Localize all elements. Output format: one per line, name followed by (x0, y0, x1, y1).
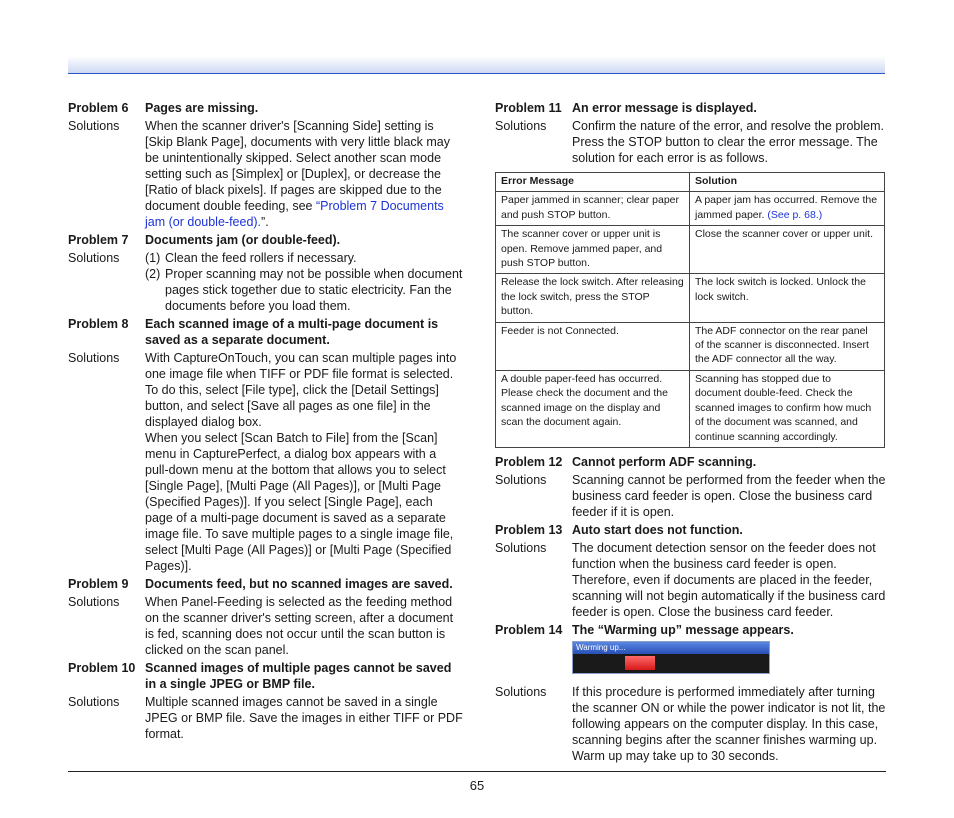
list-item: (2) Proper scanning may not be possible when document pages stick together due to static electricity. Fan the documents before you load them. (145, 267, 463, 313)
solution-cell: The ADF connector on the rear panel of the scanner is disconnected. Insert the ADF connector all the way. (690, 322, 885, 370)
problem-title: Auto start does not function. (572, 522, 743, 537)
list-item: (1) Clean the feed rollers if necessary. (145, 251, 357, 265)
problem-11-solution (495, 118, 887, 166)
problem-10-heading (68, 660, 463, 692)
problem-7-solution (68, 250, 463, 314)
problem-label: Problem 13 (495, 522, 563, 537)
solution-text: When you select [Scan Batch to File] from the [Scan] menu in CapturePerfect, a dialog box appears with a pull-down menu at the bottom that allows you to select [Single Page], [Multi Page (All Pages)], or [Multi Page (Specified Pages)]. If you select [Single Page], each page of a multi-page document is saved as a separate image file. To save multiple pages to a single image file, select [Multi Page (All Pages)] or [Multi Page (Specified Pages)]. (145, 431, 454, 573)
problem-title: Documents feed, but no scanned images are saved. (145, 577, 453, 591)
solution-text: The document detection sensor on the feeder does not function when the business card feeder is open. (572, 540, 876, 571)
error-table (495, 172, 885, 448)
warming-up-progress-bar (625, 656, 655, 670)
problem-title: Documents jam (or double-feed). (145, 233, 341, 247)
table-row (496, 226, 885, 274)
problem-title: The “Warming up” message appears. (572, 622, 794, 637)
warming-up-dialog-title: Warming up... (573, 642, 769, 654)
error-message-cell: A double paper-feed has occurred. Please check the document and the scanned image on the display and scan the document again. (496, 370, 690, 447)
right-column (495, 100, 887, 766)
solution-text: If this procedure is performed immediately after turning the scanner ON or while the power indicator is not lit, the following appears on the computer display. In this case, scanning begins after the scanner finishes warming up. Warm up may take up to 30 seconds. (572, 684, 886, 763)
problem-title: An error message is displayed. (572, 101, 757, 115)
table-row (496, 370, 885, 447)
problem-12-heading (495, 454, 887, 470)
table-row (496, 192, 885, 226)
problem-label: Problem 9 (68, 577, 129, 591)
problem-14-solution (495, 684, 887, 764)
error-message-cell: Paper jammed in scanner; clear paper and push STOP button. (496, 192, 690, 226)
table-header-row (496, 173, 885, 192)
error-message-cell: The scanner cover or upper unit is open. Remove jammed paper, and push STOP button. (496, 226, 690, 274)
table-row (496, 322, 885, 370)
header-bar (68, 56, 885, 74)
problem-title: Each scanned image of a multi-page document is saved as a separate document. (145, 317, 439, 347)
solution-cell: Close the scanner cover or upper unit. (690, 226, 885, 274)
solution-label: Solutions (495, 472, 547, 487)
problem-9-solution (68, 594, 463, 658)
warming-up-dialog (572, 641, 770, 674)
solution-text: Therefore, even if documents are placed in the feeder, scanning will not begin automatically if the business card feeder is open. Close the business card feeder. (572, 572, 886, 619)
footer-rule (68, 771, 886, 772)
column-header-solution: Solution (690, 173, 885, 192)
problem-12-solution (495, 472, 887, 520)
problem-label: Problem 11 (495, 101, 562, 115)
solution-text: Multiple scanned images cannot be saved in a single JPEG or BMP file. Save the images in either TIFF or PDF format. (145, 695, 463, 741)
problem-6-heading (68, 100, 463, 116)
solution-text: With CaptureOnTouch, you can scan multiple pages into one image file when TIFF or PDF file format is selected. To do this, select [File type], click the [Detail Settings] button, and select [Save all pages as one file] in the displayed dialog box. (145, 351, 457, 429)
problem-7-link[interactable]: “Problem 7 Documents jam (or double-feed). (145, 199, 444, 229)
problem-7-heading (68, 232, 463, 248)
problem-label: Problem 14 (495, 622, 563, 637)
solution-label: Solutions (68, 695, 120, 709)
solution-list (145, 250, 463, 314)
problem-13-heading (495, 522, 887, 538)
solution-label: Solutions (68, 119, 120, 133)
solution-label: Solutions (68, 595, 120, 609)
problem-6-solution (68, 118, 463, 230)
problem-label: Problem 12 (495, 454, 563, 469)
problem-title: Cannot perform ADF scanning. (572, 454, 757, 469)
problem-label: Problem 6 (68, 101, 129, 115)
solution-label: Solutions (68, 351, 120, 365)
solution-text: When Panel-Feeding is selected as the feeding method on the scanner driver's setting screen, after a document is fed, scanning does not occur until the scan button is clicked on the scan panel. (145, 595, 454, 657)
solution-text: Scanning cannot be performed from the feeder when the business card feeder is open. Close the business card feeder if it is open. (572, 472, 886, 519)
table-row (496, 274, 885, 322)
problem-label: Problem 10 (68, 661, 136, 675)
problem-10-solution (68, 694, 463, 742)
solution-label: Solutions (495, 119, 547, 133)
problem-13-solution (495, 540, 887, 620)
problem-title: Pages are missing. (145, 101, 259, 115)
problem-8-solution (68, 350, 463, 574)
error-message-cell: Feeder is not Connected. (496, 322, 690, 370)
solution-cell: Scanning has stopped due to document double-feed. Check the scanned images to confirm how much of the document was scanned, and continue scanning accordingly. (690, 370, 885, 447)
problem-9-heading (68, 576, 463, 592)
solution-text: When the scanner driver's [Scanning Side] setting is [Skip Blank Page], documents with very little black may be unintentionally skipped. Select another scan mode setting such as [Simplex] or [Duplex], or decrease the [Ratio of black pixels]. If pages are skipped due to the document double feeding, see “Problem 7 Documents jam (or double-feed).”. (145, 119, 450, 229)
page-68-link[interactable]: (See p. 68.) (767, 208, 823, 221)
page-number: 65 (469, 778, 485, 793)
problem-14-heading (495, 622, 887, 638)
solution-cell: The lock switch is locked. Unlock the lock switch. (690, 274, 885, 322)
solution-label: Solutions (68, 251, 120, 265)
problem-label: Problem 8 (68, 317, 129, 331)
left-column (68, 100, 463, 744)
solution-label: Solutions (495, 540, 547, 555)
problem-8-heading (68, 316, 463, 348)
solution-text: Confirm the nature of the error, and resolve the problem. Press the STOP button to clear the error message. The solution for each error is as follows. (572, 119, 884, 165)
problem-11-heading (495, 100, 887, 116)
problem-label: Problem 7 (68, 233, 129, 247)
solution-label: Solutions (495, 684, 547, 699)
error-message-cell: Release the lock switch. After releasing the lock switch, press the STOP button. (496, 274, 690, 322)
column-header-error-message: Error Message (496, 173, 690, 192)
solution-cell: A paper jam has occurred. Remove the jammed paper. (See p. 68.) (690, 192, 885, 226)
problem-title: Scanned images of multiple pages cannot be saved in a single JPEG or BMP file. (145, 661, 452, 691)
